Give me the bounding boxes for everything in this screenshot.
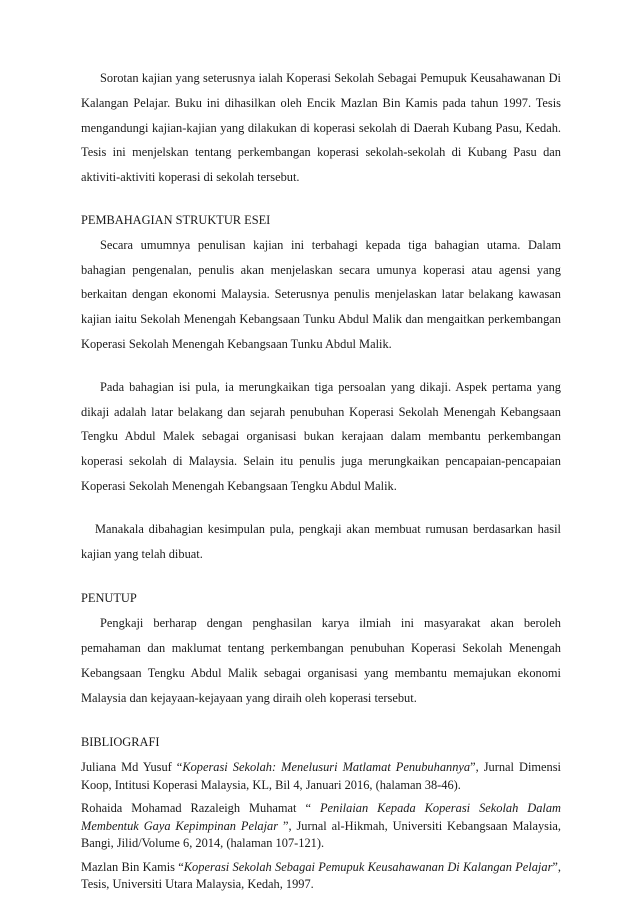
bibliography-entry (81, 759, 561, 794)
structure-heading: PEMBAHAGIAN STRUKTUR ESEI (81, 212, 271, 227)
bib-details: ”, Tesis, Universiti Utara Malaysia, Kedah, 1997. (81, 859, 561, 892)
bib-title: Penilaian Kepada Koperasi Sekolah Dalam Membentuk Gaya Kepimpinan Pelajar (81, 801, 561, 833)
structure-paragraph-intro: Secara umumnya penulisan kajian ini terbahagi kepada tiga bahagian utama. Dalam bahagian pengenalan, penulis akan menjelaskan secara umunya koperasi atau agensi yang berkaitan dengan ekonomi Malaysia. Seterusnya penulis menjelaskan latar belakang kawasan kajian iaitu Sekolah Menengah Kebangsaan Tunku Abdul Malik dan mengaitkan perkembangan Koperasi Sekolah Menengah Kebangsaan Tunku Abdul Malik. (81, 237, 561, 351)
bib-title: Koperasi Sekolah Sebagai Pemupuk Keusahawanan Di Kalangan Pelajar (183, 859, 553, 874)
bib-author: Rohaida Mohamad Razaleigh Muhamat “ (81, 801, 320, 816)
bibliography-entry (81, 859, 561, 894)
closing-paragraph: Pengkaji berharap dengan penghasilan karya ilmiah ini masyarakat akan beroleh pemahaman dan maklumat tentang perkembangan penubuhan Koperasi Sekolah Menengah Kebangsaan Tengku Abdul Malik sebagai organisasi yang membantu memajukan ekonomi Malaysia dan kejayaan-kejayaan yang diraih oleh koperasi tersebut. (81, 616, 561, 705)
document-page (81, 66, 561, 894)
spacer (81, 710, 561, 730)
structure-paragraph-conclusion: Manakala dibahagian kesimpulan pula, pengkaji akan membuat rumusan berdasarkan hasil kajian yang telah dibuat. (81, 521, 561, 561)
bib-author: Juliana Md Yusuf “ (81, 760, 183, 775)
bib-title: Koperasi Sekolah: Menelusuri Matlamat Penubuhannya (182, 760, 471, 775)
bib-details: ”, Jurnal Dimensi Koop, Intitusi Koperasi Malaysia, KL, Bil 4, Januari 2016, (halaman 38-46). (81, 760, 562, 792)
spacer (81, 357, 561, 375)
intro-paragraph: Sorotan kajian yang seterusnya ialah Koperasi Sekolah Sebagai Pemupuk Keusahawanan Di Kalangan Pelajar. Buku ini dihasilkan oleh Encik Mazlan Bin Kamis pada tahun 1997. Tesis mengandungi kajian-kajian yang dilakukan di koperasi sekolah di Daerah Kubang Pasu, Kedah. Tesis ini menjelskan tentang perkembangan koperasi sekolah-sekolah di Kubang Pasu dan aktiviti-aktiviti koperasi di sekolah tersebut. (81, 71, 561, 185)
spacer (81, 566, 561, 586)
bibliography-entry (81, 800, 561, 853)
bib-author: Mazlan Bin Kamis “ (81, 859, 184, 874)
closing-heading: PENUTUP (81, 591, 137, 606)
spacer (81, 190, 561, 208)
bib-details: ”, Jurnal al-Hikmah, Universiti Kebangsaan Malaysia, Bangi, Jilid/Volume 6, 2014, (halaman 107-121). (81, 818, 562, 851)
structure-paragraph-body: Pada bahagian isi pula, ia merungkaikan tiga persoalan yang dikaji. Aspek pertama yang dikaji adalah latar belakang dan sejarah penubuhan Koperasi Sekolah Menengah Kebangsaan Tengku Abdul Malek sebagai organisasi bukan kerajaan dalam membantu perkembangan koperasi sekolah di Malaysia. Selain itu penulis juga merungkaikan pencapaian-pencapaian Koperasi Sekolah Menengah Kebangsaan Tengku Abdul Malik. (81, 379, 561, 493)
bibliography-heading: BIBLIOGRAFI (81, 735, 160, 750)
spacer (81, 499, 561, 517)
